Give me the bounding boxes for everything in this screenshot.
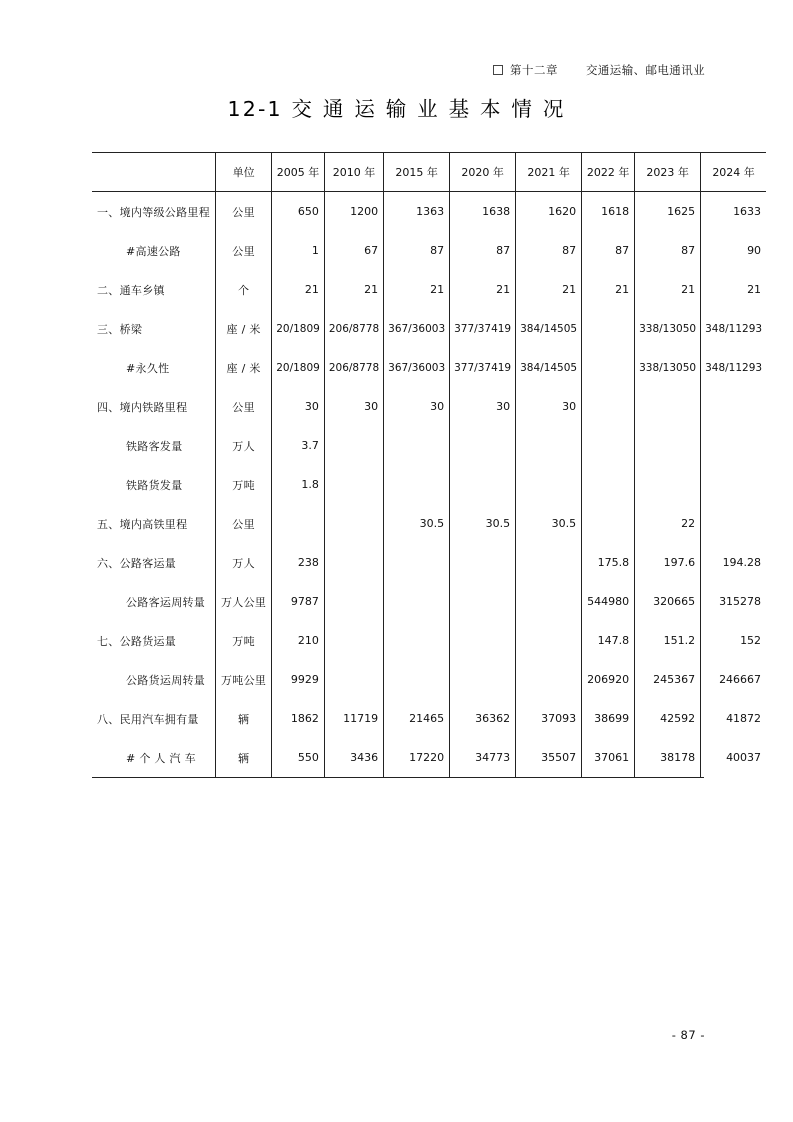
cell-value: 367/36003 bbox=[384, 348, 450, 387]
cell-value: 38178 bbox=[635, 738, 701, 777]
row-unit: 万人公里 bbox=[216, 582, 272, 621]
cell-value: 1620 bbox=[516, 192, 582, 232]
table-row bbox=[92, 348, 766, 387]
cell-value bbox=[582, 504, 635, 543]
column-header-year-2005: 2005 年 bbox=[272, 153, 325, 192]
row-unit: 万吨 bbox=[216, 621, 272, 660]
cell-value bbox=[384, 465, 450, 504]
cell-value: 87 bbox=[516, 231, 582, 270]
cell-value bbox=[516, 582, 582, 621]
cell-value: 30.5 bbox=[384, 504, 450, 543]
cell-value: 147.8 bbox=[582, 621, 635, 660]
cell-value: 21 bbox=[516, 270, 582, 309]
row-label: #永久性 bbox=[92, 348, 216, 387]
cell-value bbox=[516, 426, 582, 465]
cell-value: 1.8 bbox=[272, 465, 325, 504]
cell-value: 21 bbox=[747, 283, 762, 296]
row-label: 公路货运周转量 bbox=[92, 660, 216, 699]
column-header-year-2023: 2023 年 bbox=[635, 153, 701, 192]
table-row bbox=[92, 465, 766, 504]
cell-value bbox=[450, 543, 516, 582]
cell-value: 87 bbox=[450, 231, 516, 270]
cell-value bbox=[701, 504, 766, 543]
cell-value: 1625 bbox=[635, 192, 701, 232]
cell-value bbox=[582, 348, 635, 387]
cell-value bbox=[450, 426, 516, 465]
cell-value: 30 bbox=[272, 387, 325, 426]
cell-value: 17220 bbox=[384, 738, 450, 777]
table-row bbox=[92, 660, 766, 699]
cell-value: 20/1809 bbox=[272, 309, 325, 348]
cell-value: 544980 bbox=[582, 582, 635, 621]
cell-value: 1363 bbox=[384, 192, 450, 232]
table-row bbox=[92, 309, 766, 348]
table-row bbox=[92, 504, 766, 543]
page-number: - 87 - bbox=[671, 1028, 705, 1042]
cell-value bbox=[635, 426, 701, 465]
cell-value: 21 bbox=[324, 270, 383, 309]
cell-value: 3.7 bbox=[272, 426, 325, 465]
cell-value bbox=[450, 621, 516, 660]
cell-value: 206/8778 bbox=[324, 309, 383, 348]
row-label: 八、民用汽车拥有量 bbox=[92, 699, 216, 738]
cell-value: 21 bbox=[272, 270, 325, 309]
table-row bbox=[92, 270, 766, 309]
cell-value bbox=[516, 543, 582, 582]
row-label: 四、境内铁路里程 bbox=[92, 387, 216, 426]
cell-value bbox=[384, 660, 450, 699]
cell-value: 22 bbox=[635, 504, 701, 543]
cell-value bbox=[384, 543, 450, 582]
table-row bbox=[92, 192, 766, 232]
column-header-year-2021: 2021 年 bbox=[516, 153, 582, 192]
cell-value: 30 bbox=[516, 387, 582, 426]
cell-value: 9929 bbox=[272, 660, 325, 699]
cell-value: 1618 bbox=[582, 192, 635, 232]
statistics-table bbox=[92, 152, 766, 777]
cell-value: 20/1809 bbox=[272, 348, 325, 387]
cell-value: 1 bbox=[272, 231, 325, 270]
table-row bbox=[92, 738, 766, 777]
cell-value bbox=[582, 309, 635, 348]
table-row bbox=[92, 231, 766, 270]
cell-value: 245367 bbox=[635, 660, 701, 699]
cell-value: 21 bbox=[635, 270, 701, 309]
row-label: 铁路客发量 bbox=[92, 426, 216, 465]
cell-value: 338/13050 bbox=[635, 348, 701, 387]
cell-value: 1862 bbox=[272, 699, 325, 738]
cell-value: 550 bbox=[272, 738, 325, 777]
row-unit: 万人 bbox=[216, 426, 272, 465]
cell-value bbox=[384, 582, 450, 621]
cell-value bbox=[272, 504, 325, 543]
cell-value: 90 bbox=[747, 244, 762, 257]
table-row bbox=[92, 699, 766, 738]
table-row bbox=[92, 426, 766, 465]
cell-value: 152 bbox=[740, 634, 762, 647]
row-label: 二、通车乡镇 bbox=[92, 270, 216, 309]
cell-value: 1633 bbox=[733, 205, 762, 218]
cell-value: 30.5 bbox=[516, 504, 582, 543]
row-label: 六、公路客运量 bbox=[92, 543, 216, 582]
cell-value: 21465 bbox=[384, 699, 450, 738]
column-header-year-2024: 2024 年 bbox=[701, 153, 766, 192]
cell-value: 30 bbox=[324, 387, 383, 426]
cell-value: 315278 bbox=[719, 595, 762, 608]
column-header-year-2015: 2015 年 bbox=[384, 153, 450, 192]
cell-value bbox=[324, 426, 383, 465]
cell-value: 30 bbox=[450, 387, 516, 426]
cell-value bbox=[324, 660, 383, 699]
cell-value bbox=[582, 465, 635, 504]
row-label: # 个 人 汽 车 bbox=[92, 738, 216, 777]
running-head-chapter: 第十二章 bbox=[510, 63, 558, 77]
row-label: 三、桥梁 bbox=[92, 309, 216, 348]
row-label: #高速公路 bbox=[92, 231, 216, 270]
cell-value: 40037 bbox=[726, 751, 762, 764]
cell-value bbox=[516, 660, 582, 699]
row-unit: 座 / 米 bbox=[216, 309, 272, 348]
cell-value: 246667 bbox=[719, 673, 762, 686]
cell-value bbox=[701, 465, 766, 504]
table-body bbox=[92, 192, 766, 778]
cell-value: 11719 bbox=[324, 699, 383, 738]
statistics-table-wrapper bbox=[92, 152, 763, 778]
cell-value: 348/11293 bbox=[705, 361, 763, 374]
square-marker-icon bbox=[493, 65, 503, 75]
row-unit: 万吨 bbox=[216, 465, 272, 504]
cell-value: 41872 bbox=[726, 712, 762, 725]
row-label: 铁路货发量 bbox=[92, 465, 216, 504]
cell-value bbox=[582, 426, 635, 465]
cell-value: 1200 bbox=[324, 192, 383, 232]
row-unit: 公里 bbox=[216, 192, 272, 232]
cell-value: 367/36003 bbox=[384, 309, 450, 348]
column-header-unit: 单位 bbox=[216, 153, 272, 192]
cell-value: 67 bbox=[324, 231, 383, 270]
row-label: 一、境内等级公路里程 bbox=[92, 192, 216, 232]
cell-value bbox=[516, 465, 582, 504]
table-bottom-rule bbox=[92, 777, 704, 778]
cell-value: 38699 bbox=[582, 699, 635, 738]
table-row bbox=[92, 582, 766, 621]
cell-value bbox=[450, 660, 516, 699]
cell-value: 175.8 bbox=[582, 543, 635, 582]
cell-value bbox=[324, 582, 383, 621]
cell-value: 238 bbox=[272, 543, 325, 582]
cell-value bbox=[384, 426, 450, 465]
cell-value: 36362 bbox=[450, 699, 516, 738]
cell-value bbox=[635, 387, 701, 426]
row-unit: 万吨公里 bbox=[216, 660, 272, 699]
cell-value: 650 bbox=[272, 192, 325, 232]
cell-value bbox=[324, 543, 383, 582]
cell-value: 30.5 bbox=[450, 504, 516, 543]
cell-value bbox=[324, 504, 383, 543]
cell-value bbox=[635, 465, 701, 504]
cell-value: 21 bbox=[384, 270, 450, 309]
cell-value: 151.2 bbox=[635, 621, 701, 660]
cell-value: 30 bbox=[384, 387, 450, 426]
cell-value: 37061 bbox=[582, 738, 635, 777]
cell-value bbox=[324, 465, 383, 504]
cell-value: 377/37419 bbox=[450, 348, 516, 387]
cell-value: 1638 bbox=[450, 192, 516, 232]
cell-value: 194.28 bbox=[722, 556, 762, 569]
column-header-year-2010: 2010 年 bbox=[324, 153, 383, 192]
row-unit: 座 / 米 bbox=[216, 348, 272, 387]
row-label: 公路客运周转量 bbox=[92, 582, 216, 621]
cell-value: 87 bbox=[384, 231, 450, 270]
column-header-year-2020: 2020 年 bbox=[450, 153, 516, 192]
cell-value: 21 bbox=[450, 270, 516, 309]
cell-value: 206/8778 bbox=[324, 348, 383, 387]
row-unit: 个 bbox=[216, 270, 272, 309]
row-unit: 辆 bbox=[216, 699, 272, 738]
cell-value: 384/14505 bbox=[516, 348, 582, 387]
table-head bbox=[92, 153, 766, 192]
cell-value bbox=[516, 621, 582, 660]
row-unit: 公里 bbox=[216, 387, 272, 426]
table-row bbox=[92, 387, 766, 426]
row-unit: 辆 bbox=[216, 738, 272, 777]
cell-value: 9787 bbox=[272, 582, 325, 621]
cell-value: 21 bbox=[582, 270, 635, 309]
cell-value bbox=[701, 387, 766, 426]
cell-value: 197.6 bbox=[635, 543, 701, 582]
cell-value: 320665 bbox=[635, 582, 701, 621]
cell-value: 206920 bbox=[582, 660, 635, 699]
cell-value: 384/14505 bbox=[516, 309, 582, 348]
cell-value bbox=[324, 621, 383, 660]
cell-value bbox=[450, 465, 516, 504]
table-header-row bbox=[92, 153, 766, 192]
cell-value: 34773 bbox=[450, 738, 516, 777]
row-unit: 公里 bbox=[216, 504, 272, 543]
row-unit: 万人 bbox=[216, 543, 272, 582]
cell-value bbox=[450, 582, 516, 621]
table-row bbox=[92, 621, 766, 660]
cell-value: 87 bbox=[582, 231, 635, 270]
cell-value bbox=[582, 387, 635, 426]
cell-value: 3436 bbox=[324, 738, 383, 777]
cell-value: 87 bbox=[635, 231, 701, 270]
cell-value: 377/37419 bbox=[450, 309, 516, 348]
column-header-label bbox=[92, 153, 216, 192]
row-unit: 公里 bbox=[216, 231, 272, 270]
cell-value: 348/11293 bbox=[705, 322, 763, 335]
cell-value: 35507 bbox=[516, 738, 582, 777]
running-head-section: 交通运输、邮电通讯业 bbox=[586, 63, 705, 77]
cell-value bbox=[701, 426, 766, 465]
row-label: 五、境内高铁里程 bbox=[92, 504, 216, 543]
column-header-year-2022: 2022 年 bbox=[582, 153, 635, 192]
page-title: 12-1 交 通 运 输 业 基 本 情 况 bbox=[227, 97, 566, 121]
running-head bbox=[493, 62, 705, 78]
table-row bbox=[92, 543, 766, 582]
cell-value: 210 bbox=[272, 621, 325, 660]
cell-value: 338/13050 bbox=[635, 309, 701, 348]
row-label: 七、公路货运量 bbox=[92, 621, 216, 660]
cell-value bbox=[384, 621, 450, 660]
cell-value: 37093 bbox=[516, 699, 582, 738]
cell-value: 42592 bbox=[635, 699, 701, 738]
